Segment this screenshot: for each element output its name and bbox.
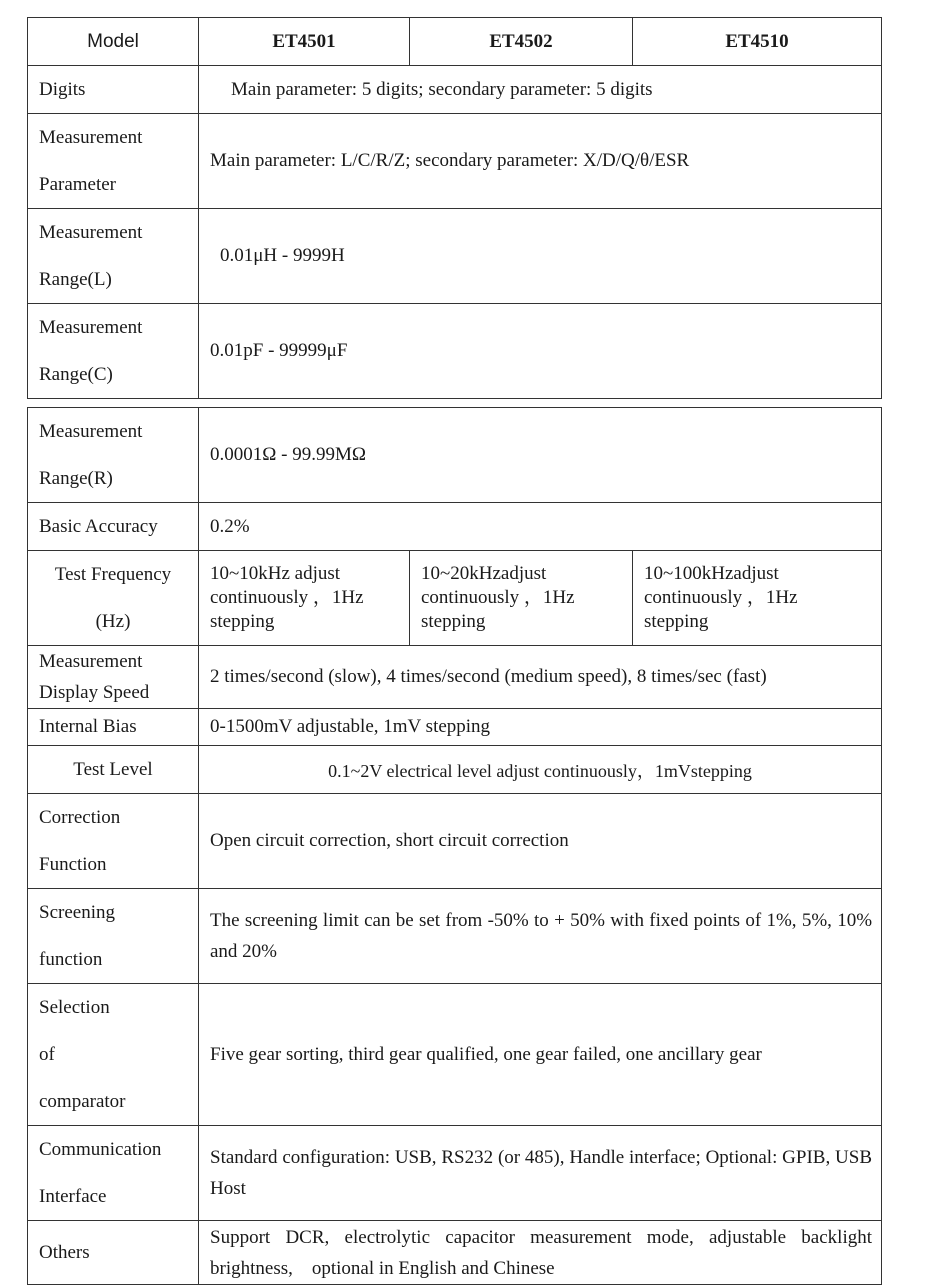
bias-label: Internal Bias (28, 709, 199, 746)
header-row (28, 18, 882, 66)
speed-label: Measurement Display Speed (28, 646, 199, 709)
others-row (28, 1221, 882, 1285)
range-r-value: 0.0001Ω - 99.99MΩ (199, 408, 882, 503)
comparator-value: Five gear sorting, third gear qualified, one gear failed, one ancillary gear (199, 984, 882, 1126)
model-et4501: ET4501 (199, 18, 410, 66)
others-label: Others (28, 1221, 199, 1285)
screening-value: The screening limit can be set from -50% to + 50% with fixed points of 1%, 5%, 10% and 20% (199, 889, 882, 984)
range-c-label: Measurement Range(C) (28, 304, 199, 399)
range-c-row (28, 304, 882, 399)
spec-table-1 (27, 17, 882, 399)
range-r-row (28, 408, 882, 503)
correction-label: Correction Function (28, 794, 199, 889)
correction-value: Open circuit correction, short circuit correction (199, 794, 882, 889)
model-et4502: ET4502 (410, 18, 633, 66)
range-l-row (28, 209, 882, 304)
comparator-row (28, 984, 882, 1126)
range-r-label: Measurement Range(R) (28, 408, 199, 503)
frequency-label: Test Frequency (Hz) (28, 551, 199, 646)
model-header: Model (28, 18, 199, 66)
parameter-row (28, 114, 882, 209)
frequency-et4510: 10~100kHzadjust continuously ，1Hz stepping (633, 551, 882, 646)
range-l-value: 0.01μH - 9999H (199, 209, 882, 304)
level-value: 0.1~2V electrical level adjust continuously，1mVstepping (199, 746, 882, 794)
model-et4510: ET4510 (633, 18, 882, 66)
others-value: Support DCR, electrolytic capacitor measurement mode, adjustable backlight brightness, optional in English and Chinese (199, 1221, 882, 1285)
frequency-et4501: 10~10kHz adjust continuously ，1Hz stepping (199, 551, 410, 646)
bias-value: 0-1500mV adjustable, 1mV stepping (199, 709, 882, 746)
range-l-label: Measurement Range(L) (28, 209, 199, 304)
screening-label: Screening function (28, 889, 199, 984)
communication-row (28, 1126, 882, 1221)
level-label: Test Level (28, 746, 199, 794)
parameter-value: Main parameter: L/C/R/Z; secondary parameter: X/D/Q/θ/ESR (199, 114, 882, 209)
digits-row (28, 66, 882, 114)
speed-value: 2 times/second (slow), 4 times/second (medium speed), 8 times/sec (fast) (199, 646, 882, 709)
parameter-label: Measurement Parameter (28, 114, 199, 209)
communication-label: Communication Interface (28, 1126, 199, 1221)
digits-label: Digits (28, 66, 199, 114)
communication-value: Standard configuration: USB, RS232 (or 485), Handle interface; Optional: GPIB, USB Host (199, 1126, 882, 1221)
accuracy-value: 0.2% (199, 503, 882, 551)
bias-row (28, 709, 882, 746)
accuracy-row (28, 503, 882, 551)
correction-row (28, 794, 882, 889)
comparator-label: Selection of comparator (28, 984, 199, 1126)
frequency-row (28, 551, 882, 646)
range-c-value: 0.01pF - 99999μF (199, 304, 882, 399)
spec-table-2 (27, 407, 882, 1285)
speed-row (28, 646, 882, 709)
screening-row (28, 889, 882, 984)
level-row (28, 746, 882, 794)
frequency-et4502: 10~20kHzadjust continuously ，1Hz stepping (410, 551, 633, 646)
accuracy-label: Basic Accuracy (28, 503, 199, 551)
digits-value: Main parameter: 5 digits; secondary parameter: 5 digits (199, 66, 882, 114)
